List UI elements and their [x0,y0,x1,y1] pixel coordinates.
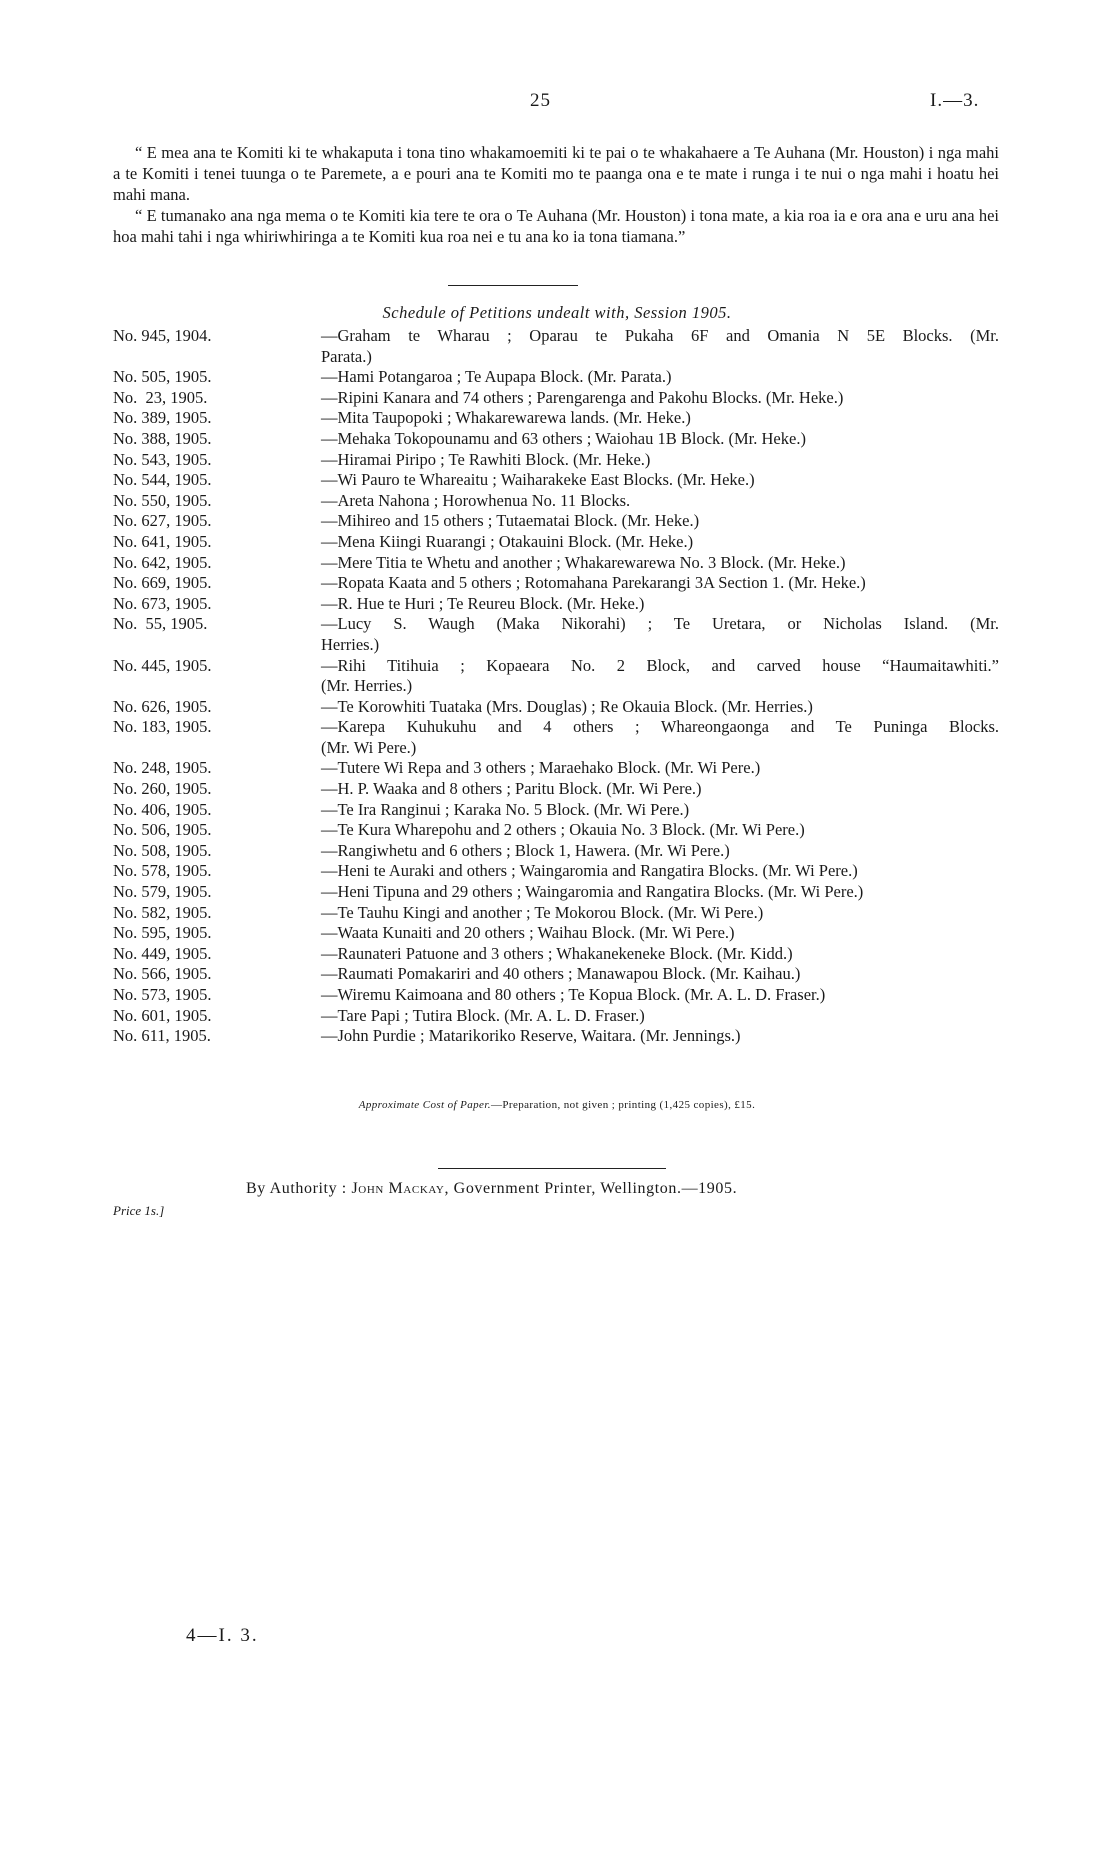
petition-number: No. 582, 1905. [113,902,212,922]
petition-text: —Tare Papi ; Tutira Block. (Mr. A. L. D. Fraser.) [321,1005,645,1025]
petition-text: —Wiremu Kaimoana and 80 others ; Te Kopua Block. (Mr. A. L. D. Fraser.) [321,985,826,1004]
petition-list [113,326,999,1047]
petition-item [113,820,999,841]
petition-number: No. 248, 1905. [113,758,212,778]
petition-item [113,388,999,409]
continuation-indent [113,347,321,368]
cost-note-label: Approximate Cost of Paper. [358,1099,491,1111]
petition-text: —Te Korowhiti Tuataka (Mrs. Douglas) ; Re Okauia Block. (Mr. Herries.) [321,696,813,716]
petition-item [113,800,999,821]
petition-text-continued: (Mr. Herries.) [321,676,413,696]
authority-line [246,1180,737,1198]
intro-paragraph: “ E tumanako ana nga mema o te Komiti kia tere te ora o Te Auhana (Mr. Houston) i tona mate, a kia roa ia e ora ana e uru ana hei hoa mahi tahi i nga whiriwhiringa a te Komiti kua roa nei e tu ana ko ia tona tiamana.” [113,206,999,246]
petition-text-continued: Herries.) [321,634,380,654]
cost-note-text: —Preparation, not given ; printing (1,425 copies), £15. [490,1099,756,1111]
petition-item [113,882,999,903]
petition-item [113,923,999,944]
petition-text: —John Purdie ; Matarikoriko Reserve, Waitara. (Mr. Jennings.) [321,1026,741,1046]
petition-item [113,1006,999,1027]
footer-mark: 4—I. 3. [186,1625,259,1646]
petition-item [113,470,999,491]
petition-continuation [113,676,999,697]
petition-number: No. 544, 1905. [113,470,212,490]
petition-item [113,450,999,471]
petition-text-continued: Parata.) [321,346,372,366]
intro-paragraph: “ E mea ana te Komiti ki te whakaputa i tona tino whakamoemiti ki te pai o te whakahaere a Te Auhana (Mr. Houston) i nga mahi a te Komiti i tenei tuunga o te Paremete, a e pouri ana te Komiti mo te paanga ona e te mate i runga i te nui o nga mahi i hoatu hei mahi mana. [113,143,999,204]
petition-number: No. 449, 1905. [113,943,212,963]
petition-item [113,614,999,635]
petition-number: No. 601, 1905. [113,1005,212,1025]
petition-text: —Graham te Wharau ; Oparau te Pukaha 6F and Omania N 5E Blocks. (Mr. [321,326,999,345]
petition-number: No. 673, 1905. [113,593,212,613]
petition-text: —Te Kura Wharepohu and 2 others ; Okauia No. 3 Block. (Mr. Wi Pere.) [321,820,805,840]
petition-number: No. 508, 1905. [113,840,212,860]
petition-number: No. 641, 1905. [113,531,212,551]
petition-text: —Te Ira Ranginui ; Karaka No. 5 Block. (Mr. Wi Pere.) [321,799,690,819]
petition-item [113,985,999,1006]
petition-number: No. 260, 1905. [113,779,212,799]
petition-text: —Hami Potangaroa ; Te Aupapa Block. (Mr. Parata.) [321,367,672,387]
petition-item [113,532,999,553]
petition-item [113,429,999,450]
petition-continuation [113,635,999,656]
petition-text: —Mere Titia te Whetu and another ; Whakarewarewa No. 3 Block. (Mr. Heke.) [321,552,846,572]
petition-item [113,944,999,965]
petition-item [113,861,999,882]
continuation-indent [113,738,321,759]
continuation-indent [113,635,321,656]
intro-text [113,142,999,247]
petition-item [113,964,999,985]
petition-number: No. 23, 1905. [113,387,208,407]
petition-text: —Karepa Kuhukuhu and 4 others ; Whareongaonga and Te Puninga Blocks. [321,717,999,737]
petition-text: —Mena Kiingi Ruarangi ; Otakauini Block. (Mr. Heke.) [321,531,694,551]
petition-text: —Ripini Kanara and 74 others ; Parengarenga and Pakohu Blocks. (Mr. Heke.) [321,387,844,407]
petition-text: —Heni te Auraki and others ; Waingaromia and Rangatira Blocks. (Mr. Wi Pere.) [321,861,858,881]
section-divider [448,285,578,286]
petition-item [113,717,999,738]
petition-number: No. 550, 1905. [113,490,212,510]
petition-text: —Waata Kunaiti and 20 others ; Waihau Block. (Mr. Wi Pere.) [321,923,735,943]
petition-number: No. 627, 1905. [113,511,212,531]
petition-text: —Ropata Kaata and 5 others ; Rotomahana Parekarangi 3A Section 1. (Mr. Heke.) [321,573,866,593]
schedule-title: Schedule of Petitions undealt with, Session 1905. [382,303,732,322]
petition-item [113,841,999,862]
petition-text: —H. P. Waaka and 8 others ; Paritu Block. (Mr. Wi Pere.) [321,779,702,799]
petition-item [113,697,999,718]
petition-text-continued: (Mr. Wi Pere.) [321,737,417,757]
petition-item [113,511,999,532]
petition-number: No. 183, 1905. [113,717,212,737]
petition-item [113,367,999,388]
petition-number: No. 506, 1905. [113,820,212,840]
petition-number: No. 505, 1905. [113,367,212,387]
petition-text: —Tutere Wi Repa and 3 others ; Maraehako Block. (Mr. Wi Pere.) [321,758,761,778]
petition-number: No. 579, 1905. [113,882,212,902]
petition-item [113,1026,999,1047]
petition-text: —R. Hue te Huri ; Te Reureu Block. (Mr. Heke.) [321,593,645,613]
petition-number: No. 945, 1904. [113,326,212,345]
petition-text: —Mehaka Tokopounamu and 63 others ; Waiohau 1B Block. (Mr. Heke.) [321,428,806,448]
petition-text: —Wi Pauro te Whareaitu ; Waiharakeke East Blocks. (Mr. Heke.) [321,470,755,490]
petition-text: —Hiramai Piripo ; Te Rawhiti Block. (Mr. Heke.) [321,449,651,469]
petition-number: No. 406, 1905. [113,799,212,819]
petition-text: —Rihi Titihuia ; Kopaeara No. 2 Block, and carved house “Haumaitawhiti.” [321,655,999,675]
petition-item [113,491,999,512]
petition-item [113,573,999,594]
petition-item [113,326,999,347]
petition-item [113,594,999,615]
petition-item [113,758,999,779]
petition-text: —Rangiwhetu and 6 others ; Block 1, Hawera. (Mr. Wi Pere.) [321,840,730,860]
petition-item [113,779,999,800]
petition-number: No. 543, 1905. [113,449,212,469]
petition-continuation [113,347,999,368]
cost-note [0,1099,1114,1111]
petition-number: No. 669, 1905. [113,573,212,593]
petition-item [113,656,999,677]
petition-text: —Te Tauhu Kingi and another ; Te Mokorou Block. (Mr. Wi Pere.) [321,902,764,922]
petition-number: No. 389, 1905. [113,408,212,428]
authority-suffix: Government Printer, Wellington.—1905. [453,1180,738,1197]
continuation-indent [113,676,321,697]
petition-text: —Heni Tipuna and 29 others ; Waingaromia and Rangatira Blocks. (Mr. Wi Pere.) [321,882,864,902]
document-code: I.—3. [930,90,980,111]
petition-number: No. 388, 1905. [113,428,212,448]
petition-number: No. 626, 1905. [113,696,212,716]
petition-number: No. 578, 1905. [113,861,212,881]
petition-item [113,408,999,429]
price-note: Price 1s.] [113,1203,165,1218]
petition-number: No. 573, 1905. [113,985,212,1004]
petition-text: —Lucy S. Waugh (Maka Nikorahi) ; Te Uretara, or Nicholas Island. (Mr. [321,614,999,634]
petition-number: No. 642, 1905. [113,552,212,572]
petition-text: —Raunateri Patuone and 3 others ; Whakanekeneke Block. (Mr. Kidd.) [321,943,793,963]
petition-continuation [113,738,999,759]
petition-text: —Mita Taupopoki ; Whakarewarewa lands. (Mr. Heke.) [321,408,691,428]
page-number: 25 [530,90,551,111]
authority-divider [438,1168,666,1169]
petition-text: —Mihireo and 15 others ; Tutaematai Block. (Mr. Heke.) [321,511,700,531]
petition-number: No. 55, 1905. [113,614,208,634]
petition-text: —Areta Nahona ; Horowhenua No. 11 Blocks. [321,490,631,510]
petition-text: —Raumati Pomakariri and 40 others ; Manawapou Block. (Mr. Kaihau.) [321,964,801,984]
petition-number: No. 611, 1905. [113,1026,211,1046]
petition-item [113,553,999,574]
printer-name: John Mackay, [351,1180,450,1197]
petition-number: No. 595, 1905. [113,923,212,943]
petition-item [113,903,999,924]
petition-number: No. 566, 1905. [113,964,212,984]
authority-prefix: By Authority : [246,1180,347,1197]
petition-number: No. 445, 1905. [113,655,212,675]
